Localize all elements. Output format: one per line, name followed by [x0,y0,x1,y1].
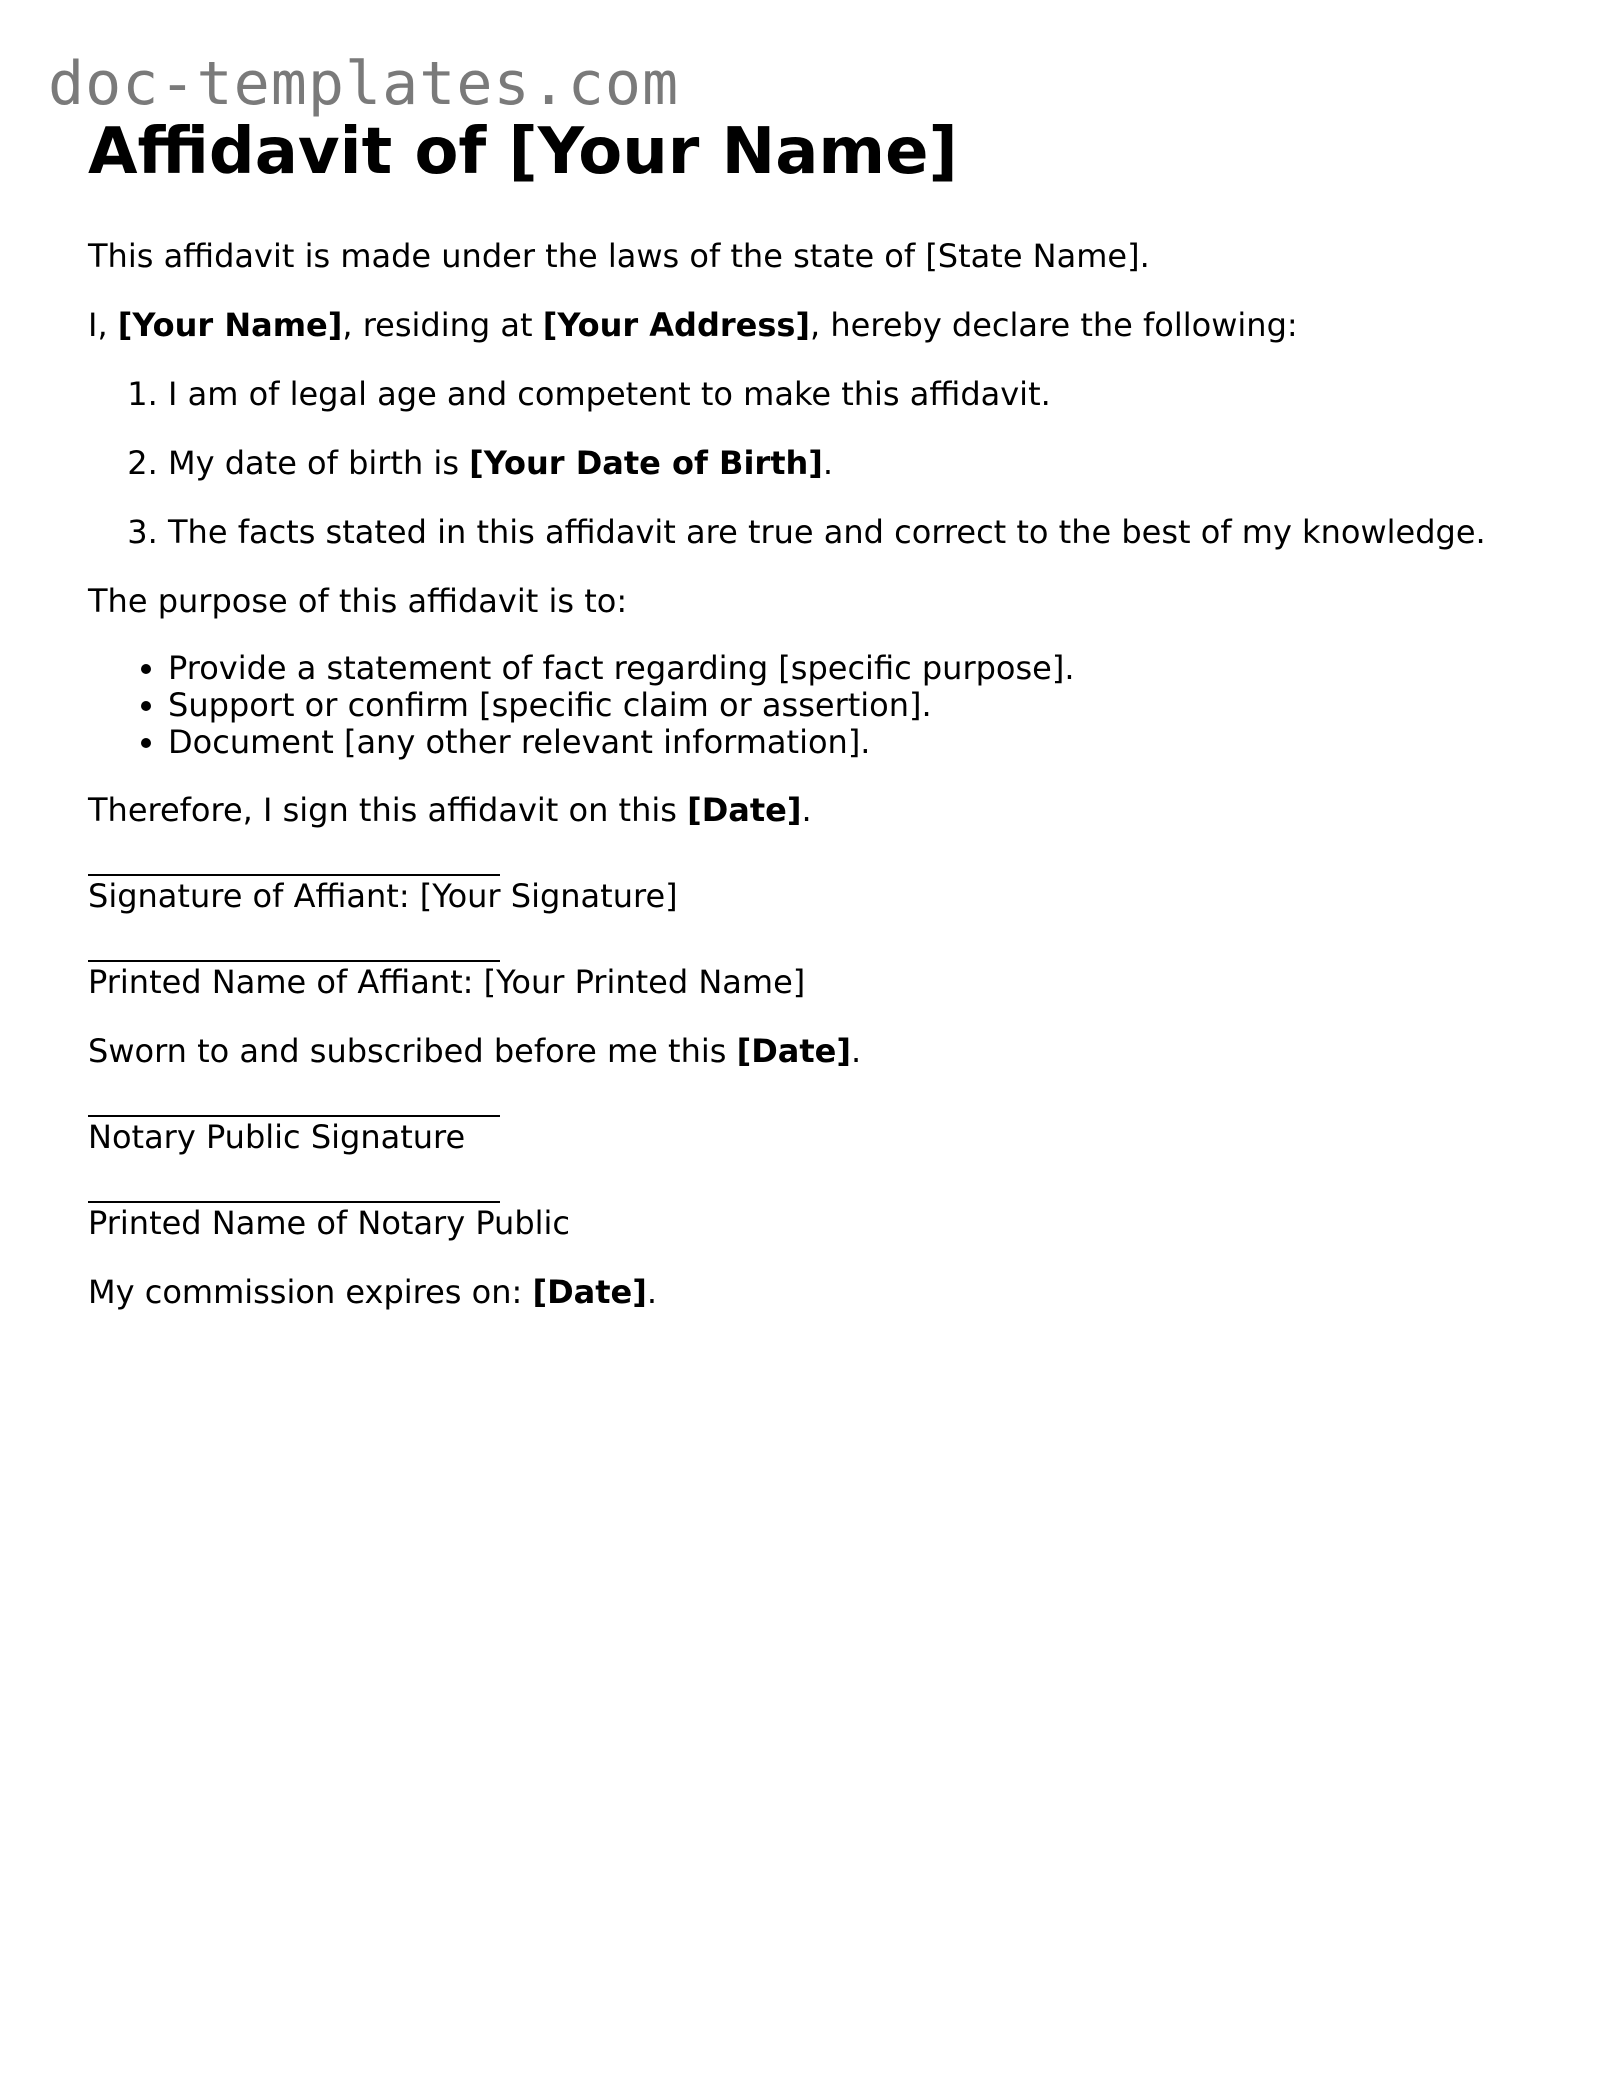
notary-printed-name-label: Printed Name of Notary Public [88,1204,571,1242]
document-page [88,112,1528,1341]
declaration-middle: , residing at [342,306,543,344]
declaration-paragraph [88,305,1528,345]
dob-placeholder: [Your Date of Birth] [469,444,823,482]
purpose-list [88,650,1528,761]
affiant-signature-block [88,874,1528,916]
dob-suffix: . [822,444,834,482]
commission-suffix: . [646,1273,658,1311]
notary-signature-label: Notary Public Signature [88,1118,466,1156]
sworn-date-placeholder: [Date] [736,1032,851,1070]
affiant-signature-label: Signature of Affiant: [Your Signature] [88,877,678,915]
purpose-item: • Document [any other relevant information]. [168,724,1528,761]
statement-item [168,443,1528,483]
sworn-statement-prefix: Sworn to and subscribed before me this [88,1032,737,1070]
intro-paragraph: This affidavit is made under the laws of the state of [State Name]. [88,237,1150,275]
declaration-prefix: I, [88,306,118,344]
sign-date-placeholder: [Date] [687,791,802,829]
affiant-name-placeholder: [Your Name] [117,306,343,344]
sign-statement-suffix: . [801,791,812,829]
affiant-address-placeholder: [Your Address] [542,306,811,344]
affiant-printed-name-label: Printed Name of Affiant: [Your Printed Name] [88,963,806,1001]
purpose-item: • Provide a statement of fact regarding [specific purpose]. [168,650,1528,687]
sign-statement-prefix: Therefore, I sign this affidavit on this [88,791,688,829]
notary-signature-block [88,1115,1528,1157]
affiant-printed-name-block [88,960,1528,1002]
sworn-statement [88,1031,1528,1071]
statement-item: 1. I am of legal age and competent to make this affidavit. [168,374,1528,414]
document-title: Affidavit of [Your Name] [88,115,958,189]
commission-statement [88,1272,1528,1312]
commission-date-placeholder: [Date] [532,1273,647,1311]
purpose-item: • Support or confirm [specific claim or assertion]. [168,687,1528,724]
declaration-suffix: , hereby declare the following: [810,306,1298,344]
sign-statement [88,790,1528,830]
statements-list [88,374,1528,552]
notary-printed-name-block [88,1201,1528,1243]
sworn-statement-suffix: . [851,1032,862,1070]
watermark-logo: doc-templates.com [48,49,680,119]
dob-prefix: My date of birth is [168,444,470,482]
purpose-heading: The purpose of this affidavit is to: [88,582,628,620]
statement-item: 3. The facts stated in this affidavit are true and correct to the best of my knowledge. [168,512,1528,552]
commission-prefix: My commission expires on: [88,1273,533,1311]
